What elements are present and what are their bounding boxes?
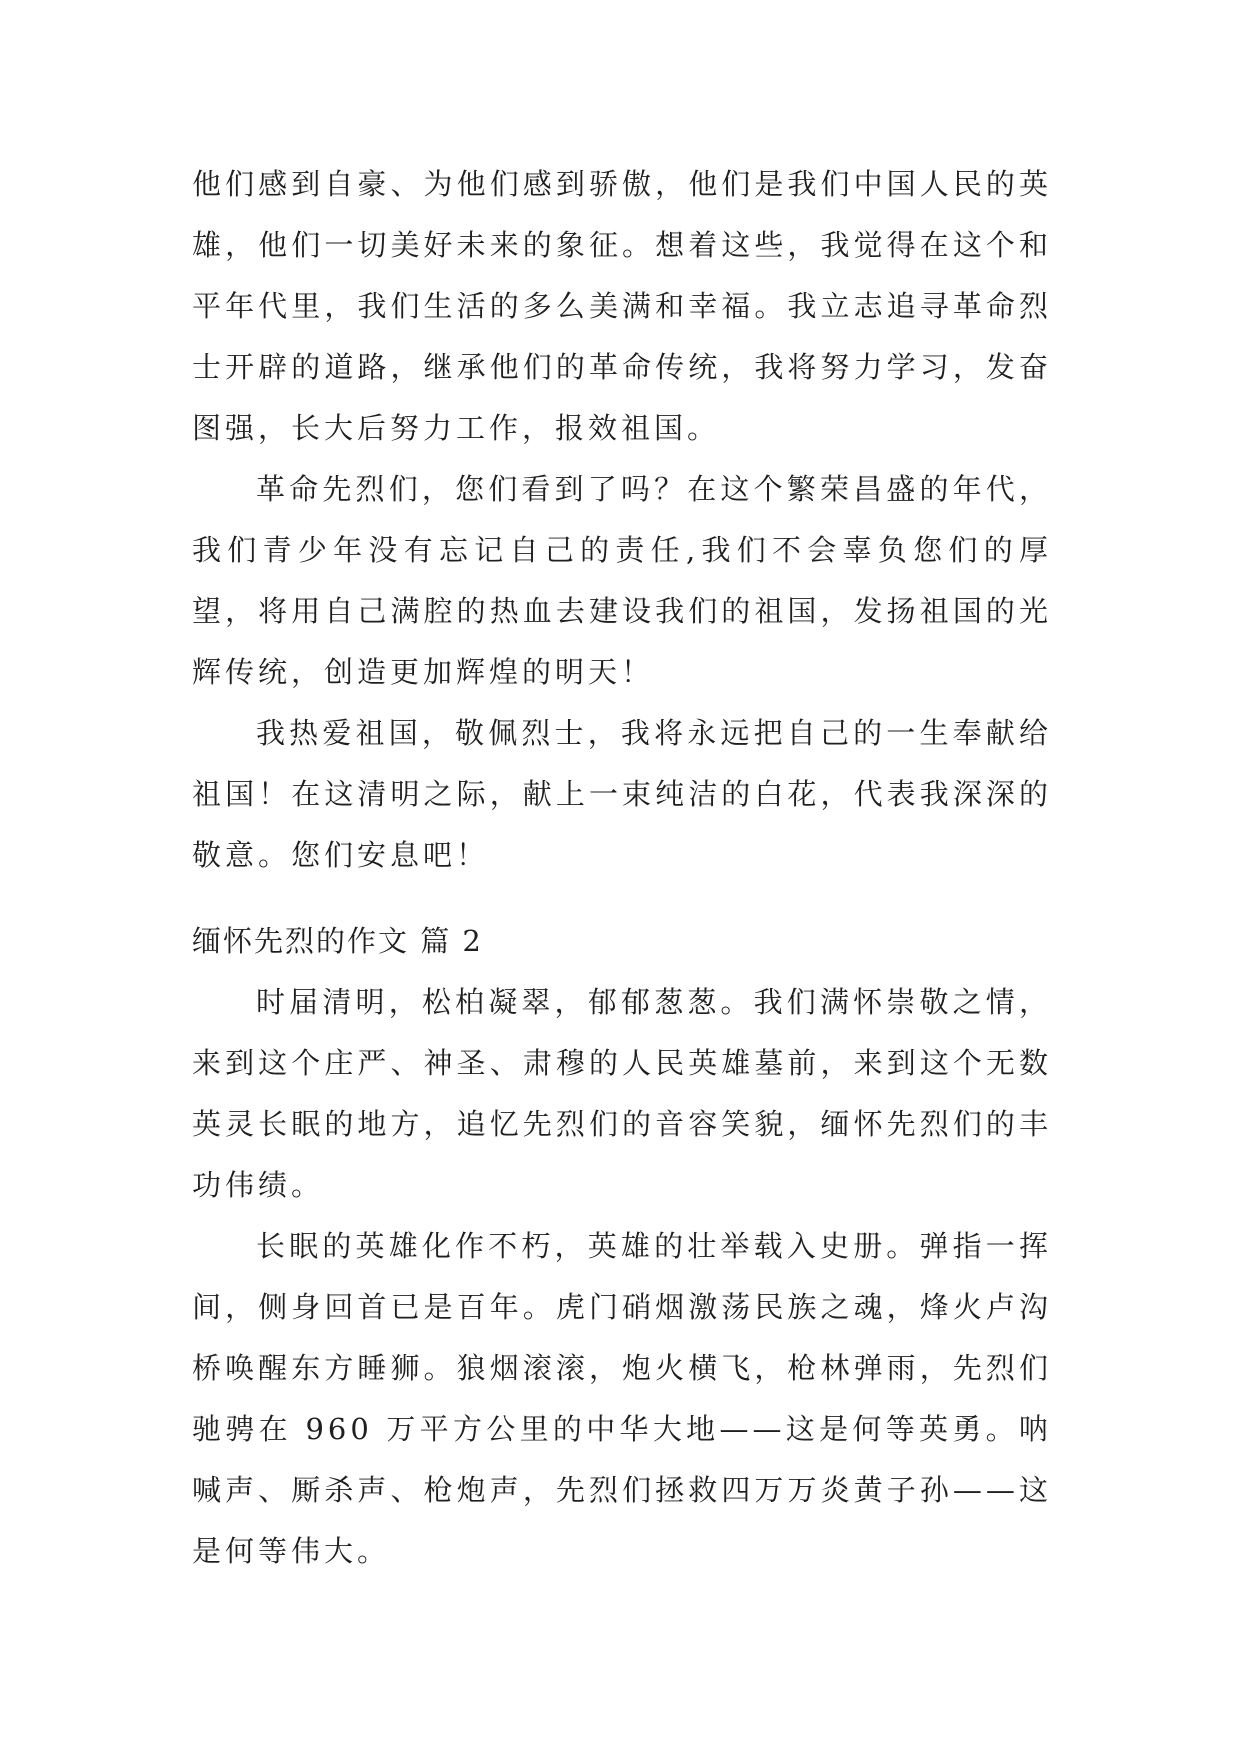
section1-paragraph-3: 我热爱祖国，敬佩烈士，我将永远把自己的一生奉献给祖国！在这清明之际，献上一束纯洁的白花，代表我深深的敬意。您们安息吧！ (192, 716, 1052, 872)
section2-body (192, 972, 1052, 1582)
section1-paragraph-1: 他们感到自豪、为他们感到骄傲，他们是我们中国人民的英雄，他们一切美好未来的象征。想着这些，我觉得在这个和平年代里，我们生活的多么美满和幸福。我立志追寻革命烈士开辟的道路，继承他们的革命传统，我将努力学习，发奋图强，长大后努力工作，报效祖国。 (192, 167, 1052, 445)
section1-paragraph-2: 革命先烈们，您们看到了吗？在这个繁荣昌盛的年代，我们青少年没有忘记自己的责任,我们不会辜负您们的厚望，将用自己满腔的热血去建设我们的祖国，发扬祖国的光辉传统，创造更加辉煌的明天！ (192, 472, 1052, 689)
section1-body (192, 154, 1052, 886)
section2-paragraph-1: 时届清明，松柏凝翠，郁郁葱葱。我们满怀崇敬之情，来到这个庄严、神圣、肃穆的人民英雄墓前，来到这个无数英灵长眠的地方，追忆先烈们的音容笑貌，缅怀先烈们的丰功伟绩。 (192, 985, 1052, 1202)
section2-paragraph-2: 长眠的英雄化作不朽，英雄的壮举载入史册。弹指一挥间，侧身回首已是百年。虎门硝烟激荡民族之魂，烽火卢沟桥唤醒东方睡狮。狼烟滚滚，炮火横飞，枪林弹雨，先烈们驰骋在 960 万平方公里的中华大地——这是何等英勇。呐喊声、厮杀声、枪炮声，先烈们拯救四万万炎黄子孙——这是何等伟大。 (192, 1229, 1052, 1568)
section2-title: 缅怀先烈的作文 篇 2 (192, 924, 483, 958)
